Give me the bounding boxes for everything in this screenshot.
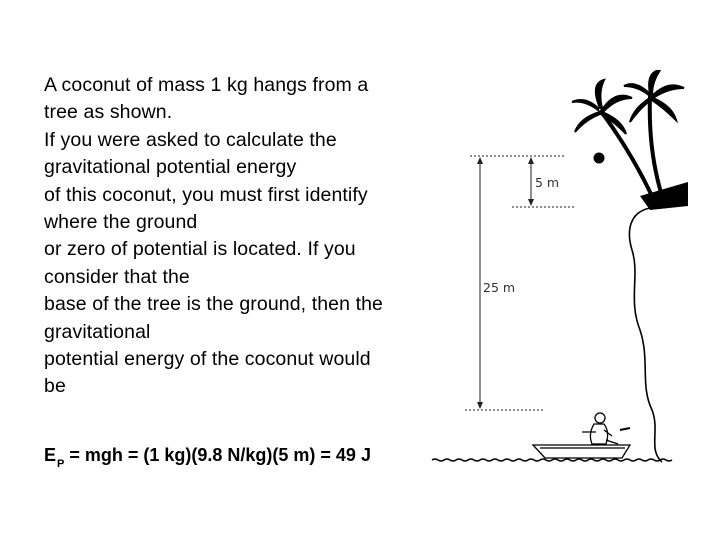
equation-symbol: E (44, 445, 57, 465)
text-line: consider that the (44, 265, 190, 288)
cliff-outline (629, 208, 662, 462)
text-line: gravitational (44, 320, 151, 343)
text-line: tree as shown. (44, 101, 173, 124)
label-5m: 5 m (535, 175, 560, 190)
text-line: be (44, 375, 66, 398)
cliff-coconut-figure (430, 70, 720, 470)
equation-expression: = mgh = (1 kg)(9.8 N/kg)(5 m) = 49 J (64, 445, 371, 465)
text-line: A coconut of mass 1 kg hangs from a (44, 74, 369, 96)
equation-subscript: P (57, 458, 65, 470)
text-line: or zero of potential is located. If you (44, 238, 356, 261)
coconut-icon (594, 153, 605, 164)
text-line: base of the tree is the ground, then the (44, 293, 383, 316)
water-line (432, 459, 672, 461)
palm-trees-illustration (572, 70, 688, 210)
text-line: potential energy of the coconut would (44, 348, 371, 371)
boat-person-icon (533, 413, 630, 458)
label-25m: 25 m (483, 280, 516, 295)
problem-paragraph (44, 72, 444, 401)
energy-equation (44, 445, 371, 470)
text-line: gravitational potential energy (44, 156, 297, 179)
dotted-reference-lines (465, 156, 575, 410)
text-line: of this coconut, you must first identify (44, 183, 368, 206)
text-line: where the ground (44, 211, 198, 234)
text-line: If you were asked to calculate the (44, 128, 337, 151)
